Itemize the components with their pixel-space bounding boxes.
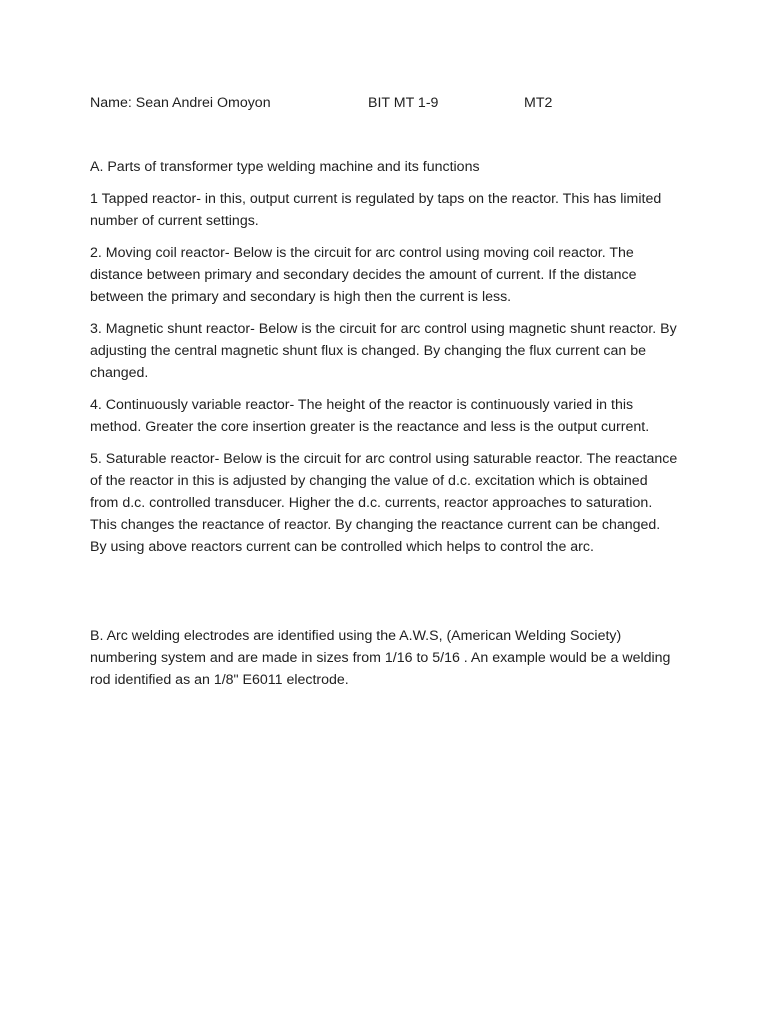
class-section: BIT MT 1-9 <box>368 95 439 111</box>
header-line <box>90 92 690 114</box>
exam-label: MT2 <box>524 95 553 111</box>
paragraph-moving-coil-reactor: 2. Moving coil reactor- Below is the circuit for arc control using moving coil reactor. The distance between primary and secondary decides the amount of current. If the distance between the primary and secondary is high then the current is less. <box>90 245 637 305</box>
paragraph-continuously-variable-reactor: 4. Continuously variable reactor- The height of the reactor is continuously varied in this method. Greater the core insertion greater is the reactance and less is the output current. <box>90 397 650 435</box>
paragraph-tapped-reactor: 1 Tapped reactor- in this, output current is regulated by taps on the reactor. This has limited number of current settings. <box>90 191 662 229</box>
paragraph-saturable-reactor: 5. Saturable reactor- Below is the circuit for arc control using saturable reactor. The reactance of the reactor in this is adjusted by changing the value of d.c. excitation which is obtained from d.c. controlled transducer. Higher the d.c. currents, reactor approaches to saturation. This changes the reactance of reactor. By changing the reactance current can be changed. By using above reactors current can be controlled which helps to control the arc. <box>90 451 678 555</box>
section-a <box>90 156 678 568</box>
student-name: Name: Sean Andrei Omoyon <box>90 95 271 111</box>
section-a-heading: A. Parts of transformer type welding machine and its functions <box>90 159 480 175</box>
section-b-text: B. Arc welding electrodes are identified using the A.W.S, (American Welding Society) numbering system and are made in sizes from 1/16 to 5/16 . An example would be a welding rod identified as an 1/8" E6011 electrode. <box>90 628 671 688</box>
section-b <box>90 625 678 691</box>
paragraph-magnetic-shunt-reactor: 3. Magnetic shunt reactor- Below is the circuit for arc control using magnetic shunt reactor. By adjusting the central magnetic shunt flux is changed. By changing the flux current can be changed. <box>90 321 677 381</box>
